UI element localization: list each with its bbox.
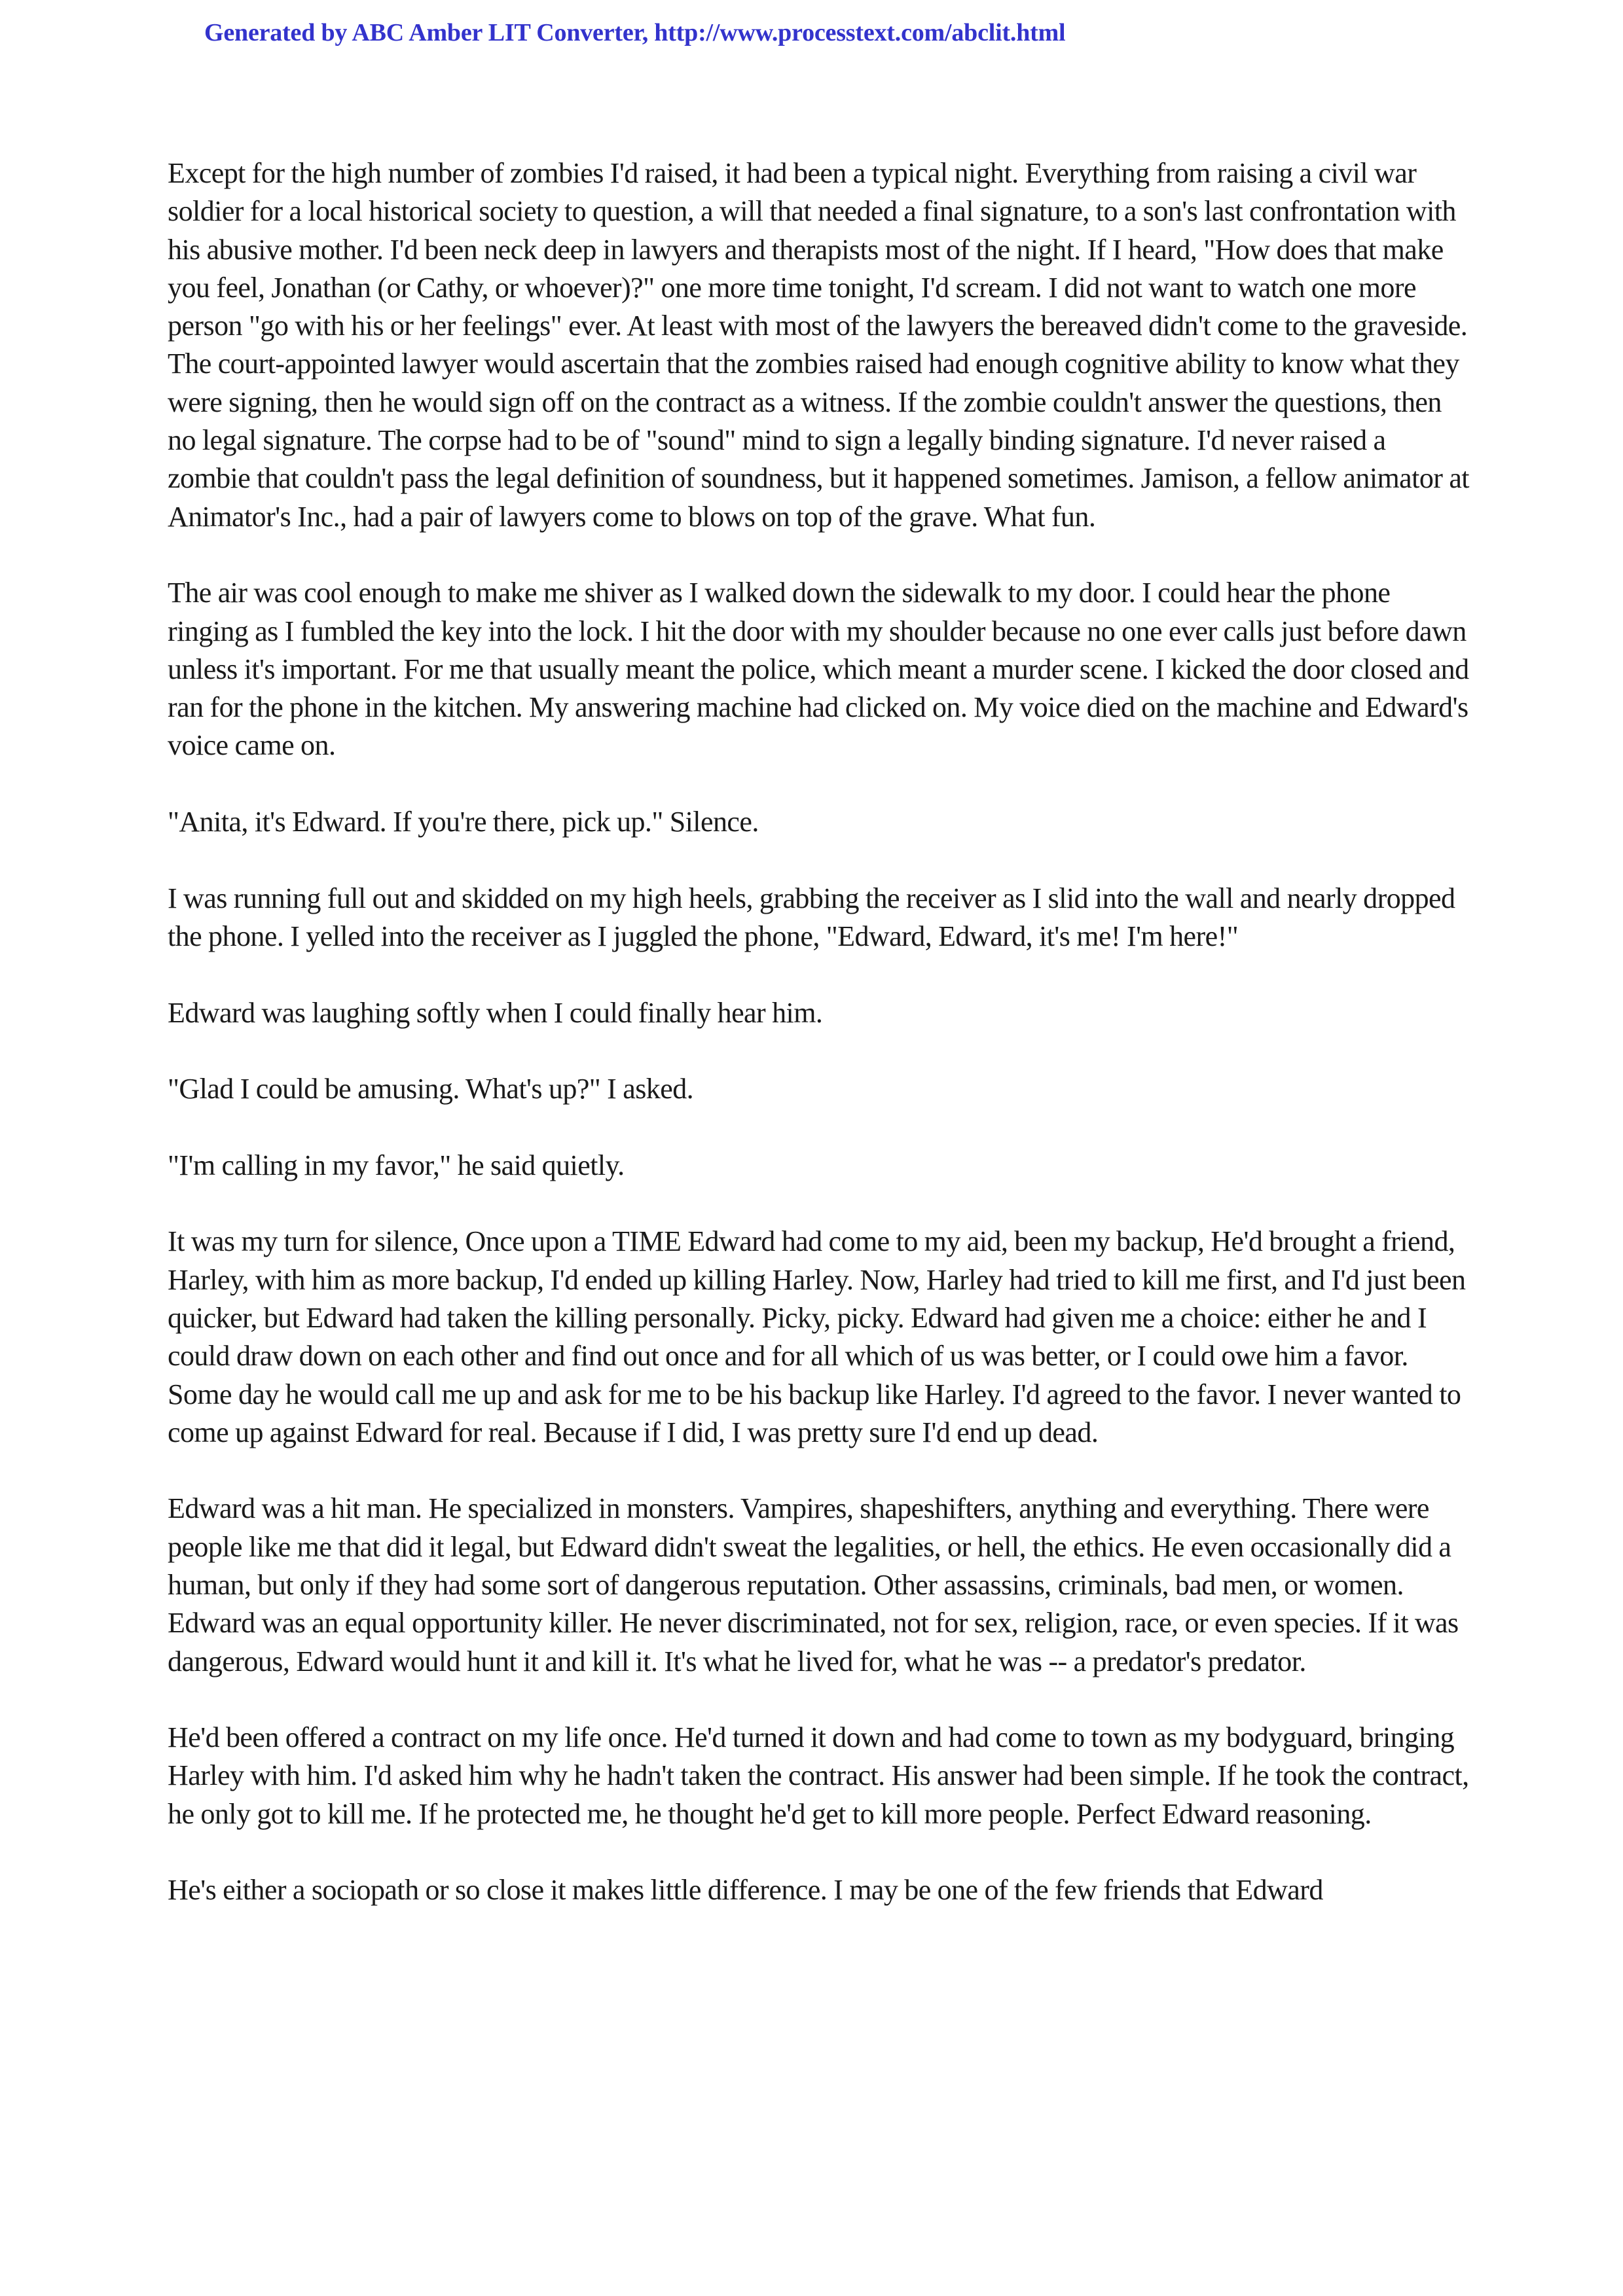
paragraph: Edward was a hit man. He specialized in monsters. Vampires, shapeshifters, anything and everything. There were people like me that did it legal, but Edward didn't sweat the legalities, or hell, the ethics. He even occasionally did a human, but only if they had some sort of dangerous reputation. Other assassins, criminals, bad men, or women. Edward was an equal opportunity killer. He never discriminated, not for sex, religion, race, or even species. If it was dangerous, Edward would hunt it and kill it. It's what he lived for, what he was -- a predator's predator. [168,1492,1459,1677]
paragraph: It was my turn for silence, Once upon a TIME Edward had come to my aid, been my backup, He'd brought a friend, Harley, with him as more backup, I'd ended up killing Harley. Now, Harley had tried to kill me first, and I'd just been quicker, but Edward had taken the killing personally. Picky, picky. Edward had given me a choice: either he and I could draw down on each other and find out once and for all which of us was better, or I could owe him a favor. Some day he would call me up and ask for me to be his backup like Harley. I'd agreed to the favor. I never wanted to come up against Edward for real. Because if I did, I was pretty sure I'd end up dead. [168,1225,1466,1448]
document-body [168,154,1470,1910]
paragraph: "Glad I could be amusing. What's up?" I asked. [168,1073,694,1105]
paragraph: He's either a sociopath or so close it makes little difference. I may be one of the few friends that Edward [168,1874,1323,1907]
paragraph: "Anita, it's Edward. If you're there, pick up." Silence. [168,806,759,838]
paragraph: He'd been offered a contract on my life once. He'd turned it down and had come to town as my bodyguard, bringing Harley with him. I'd asked him why he hadn't taken the contract. His answer had been simple. If he took the contract, he only got to kill me. If he protected me, he thought he'd get to kill more people. Perfect Edward reasoning. [168,1721,1469,1830]
paragraph: "I'm calling in my favor," he said quietly. [168,1149,625,1181]
paragraph: Except for the high number of zombies I'd raised, it had been a typical night. Everything from raising a civil war soldier for a local historical society to question, a will that needed a final signature, to a son's last confrontation with his abusive mother. I'd been neck deep in lawyers and therapists most of the night. If I heard, "How does that make you feel, Jonathan (or Cathy, or whoever)?" one more time tonight, I'd scream. I did not want to watch one more person "go with his or her feelings" ever. At least with most of the lawyers the bereaved didn't come to the graveside. The court-appointed lawyer would ascertain that the zombies raised had enough cognitive ability to know what they were signing, then he would sign off on the contract as a witness. If the zombie couldn't answer the questions, then no legal signature. The corpse had to be of "sound" mind to sign a legally binding signature. I'd never raised a zombie that couldn't pass the legal definition of soundness, but it happened sometimes. Jamison, a fellow animator at Animator's Inc., had a pair of lawyers come to blows on top of the grave. What fun. [168,157,1469,533]
paragraph: I was running full out and skidded on my high heels, grabbing the receiver as I slid into the wall and nearly dropped the phone. I yelled into the receiver as I juggled the phone, "Edward, Edward, it's me! I'm here!" [168,882,1455,952]
converter-banner: Generated by ABC Amber LIT Converter, http://www.processtext.com/abclit.html [204,19,1066,46]
paragraph: Edward was laughing softly when I could finally hear him. [168,996,823,1029]
paragraph: The air was cool enough to make me shiver as I walked down the sidewalk to my door. I could hear the phone ringing as I fumbled the key into the lock. I hit the door with my shoulder because no one ever calls just before dawn unless it's important. For me that usually meant the police, which meant a murder scene. I kicked the door closed and ran for the phone in the kitchen. My answering machine had clicked on. My voice died on the machine and Edward's voice came on. [168,577,1469,762]
